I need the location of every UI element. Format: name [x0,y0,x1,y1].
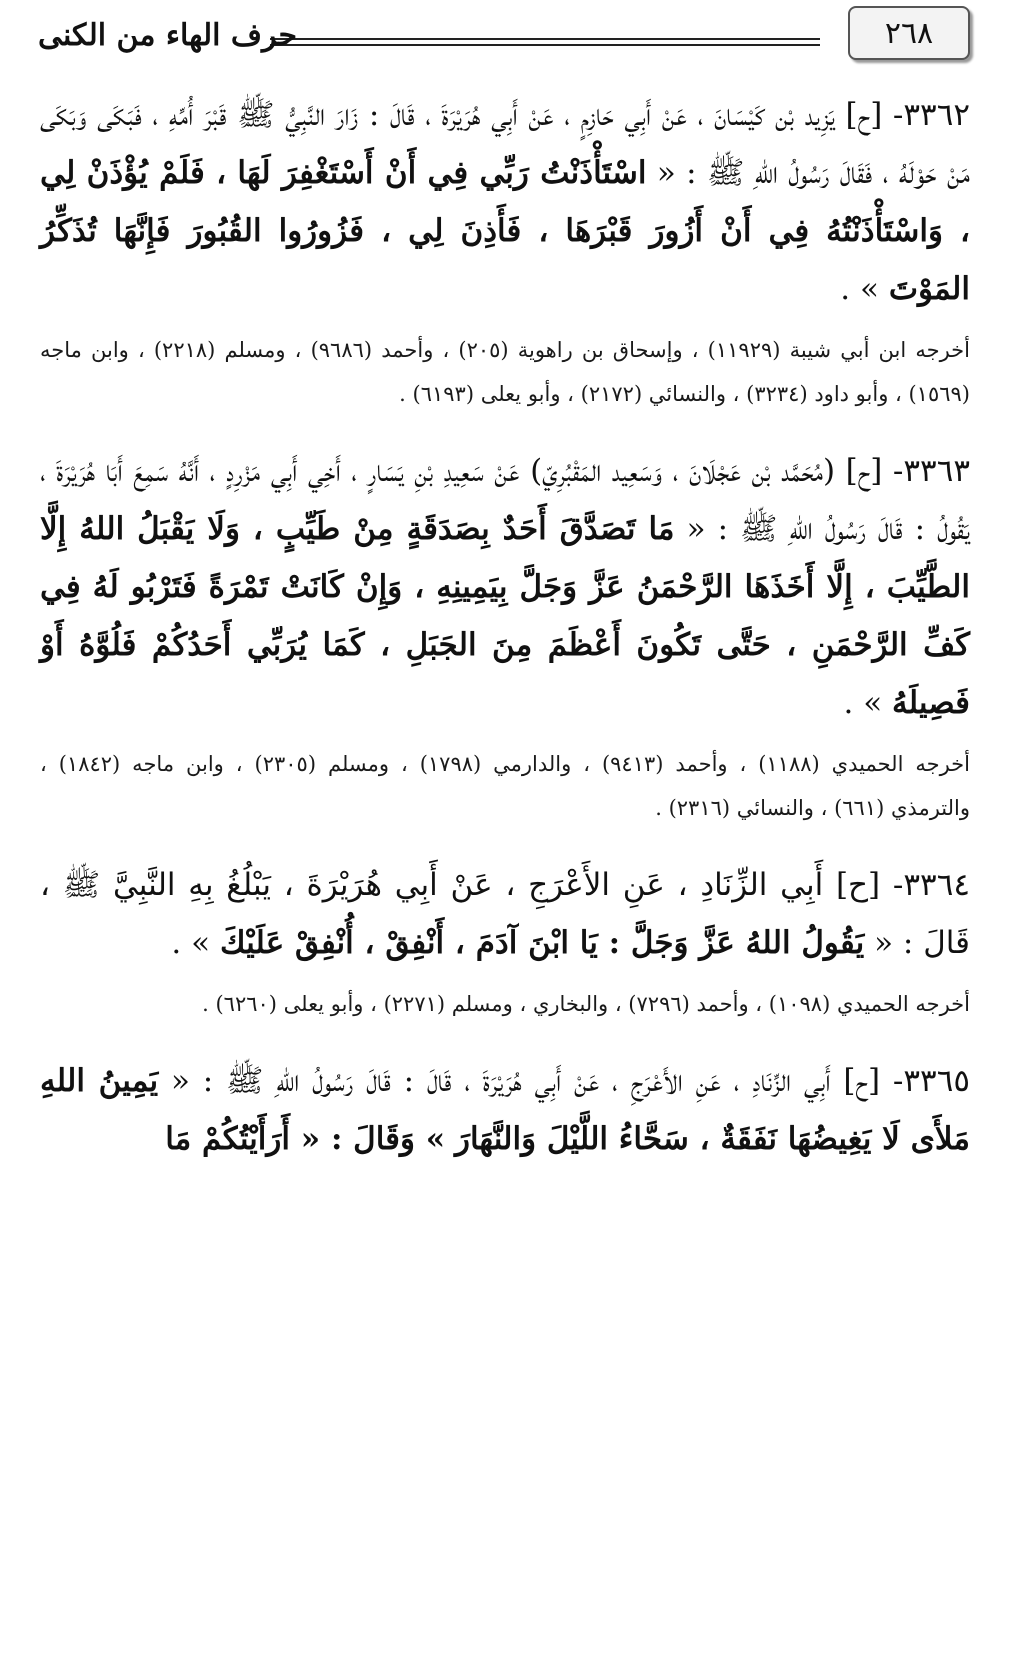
hadith-block-3364 [40,856,970,1026]
hadith-text [40,86,970,318]
hadith-chain: ٣٣٦٥- [ح] أَبِي الزِّنَادِ ، عَنِ الأَعْرَجِ ، عَنْ أَبِي هُرَيْرَةَ ، قَالَ : قَالَ رَسُولُ اللهِ ﷺ : « [170,1063,970,1099]
hadith-takhrij: أخرجه الحميدي (١٠٩٨) ، وأحمد (٧٢٩٦) ، والبخاري ، ومسلم (٢٢٧١) ، وأبو يعلى (٦٢٦٠) . [202,992,970,1016]
hadith-quote: اسْتَأْذَنْتُ رَبِّي فِي أَنْ أَسْتَغْفِرَ لَهَا ، فَلَمْ يُؤْذَنْ لِي ، وَاسْتَأْذَنْتُهُ فِي أَنْ أَزُورَ قَبْرَهَا ، فَأَذِنَ لِي ، فَزُورُوا القُبُورَ فَإِنَّهَا تُذَكِّرُ المَوْتَ [40,155,970,307]
hadith-quote: مَا تَصَدَّقَ أَحَدٌ بِصَدَقَةٍ مِنْ طَيِّبٍ ، وَلَا يَقْبَلُ اللهُ إِلَّا الطَّيِّبَ ، إِلَّا أَخَذَهَا الرَّحْمَنُ عَزَّ وَجَلَّ بِيَمِينِهِ ، وَإِنْ كَانَتْ تَمْرَةً فَتَرْبُو لَهُ فِي كَفِّ الرَّحْمَنِ ، حَتَّى تَكُونَ أَعْظَمَ مِنَ الجَبَلِ ، كَمَا يُرَبِّي أَحَدُكُمْ فَلُوَّهُ أَوْ فَصِيلَهُ [40,511,970,721]
hadith-quote: يَقُولُ اللهُ عَزَّ وَجَلَّ : يَا ابْنَ آدَمَ ، أَنْفِقْ ، أُنْفِقْ عَلَيْكَ [219,925,865,961]
hadith-text [40,856,970,972]
hadith-text [40,442,970,732]
page-number: ٢٦٨ [884,15,934,51]
hadith-chain: ٣٣٦٣- [ح] (مُحَمَّد بْن عَجْلَانَ ، وَسَعِيد المَقْبُرِيّ) عَنْ سَعِيدِ بْنِ يَسَارٍ ، أَخِي أَبِي مَزْرِدٍ ، أَنَّهُ سَمِعَ أَبَا هُرَيْرَةَ ، يَقُولُ : قَالَ رَسُولُ اللهِ ﷺ : « [40,453,970,547]
hadith-closing: » . [171,925,211,961]
page-number-badge [848,6,970,60]
hadith-text [40,1052,970,1168]
hadith-takhrij: أخرجه ابن أبي شيبة (١١٩٢٩) ، وإسحاق بن راهوية (٢٠٥) ، وأحمد (٩٦٨٦) ، ومسلم (٢٢١٨) ، وابن ماجه (١٥٦٩) ، وأبو داود (٣٢٣٤) ، والنسائي (٢١٧٢) ، وأبو يعلى (٦١٩٣) . [40,338,970,406]
header-rule-bottom [270,44,820,46]
section-title: حرف الهاء من الكنى [38,18,298,53]
page-content [40,86,970,1194]
hadith-takhrij: أخرجه الحميدي (١١٨٨) ، وأحمد (٩٤١٣) ، والدارمي (١٧٩٨) ، ومسلم (٢٣٠٥) ، وابن ماجه (١٨٤٢) ، والترمذي (٦٦١) ، والنسائي (٢٣١٦) . [40,752,970,820]
page-header [38,4,970,64]
hadith-chain: ٣٣٦٢- [ح] يَزِيد بْن كَيْسَانَ ، عَنْ أَبِي حَازِمٍ ، عَنْ أَبِي هُرَيْرَةَ ، قَالَ : زَارَ النَّبِيُّ ﷺ قَبْرَ أُمِّهِ ، فَبَكَى وَبَكَى مَنْ حَوْلَهُ ، فَقَالَ رَسُولُ اللهِ ﷺ : « [40,97,970,191]
hadith-quote: يَمِينُ اللهِ مَلأَى لَا يَغِيضُهَا نَفَقَةٌ ، سَحَّاءُ اللَّيْلَ وَالنَّهَارَ [40,1063,970,1157]
hadith-closing: » . [840,271,879,307]
header-rule-top [270,38,820,40]
hadith-closing: » . [843,685,883,721]
hadith-chain: ٣٣٦٤- [ح] أَبِي الزِّنَادِ ، عَنِ الأَعْرَجِ ، عَنْ أَبِي هُرَيْرَةَ ، يَبْلُغُ بِهِ النَّبِيَّ ﷺ ، قَالَ : « [40,867,970,961]
hadith-block-3365 [40,1052,970,1168]
hadith-closing: » وَقَالَ : « أَرَأَيْتُكُمْ مَا [165,1121,446,1157]
hadith-block-3362 [40,86,970,416]
hadith-block-3363 [40,442,970,830]
